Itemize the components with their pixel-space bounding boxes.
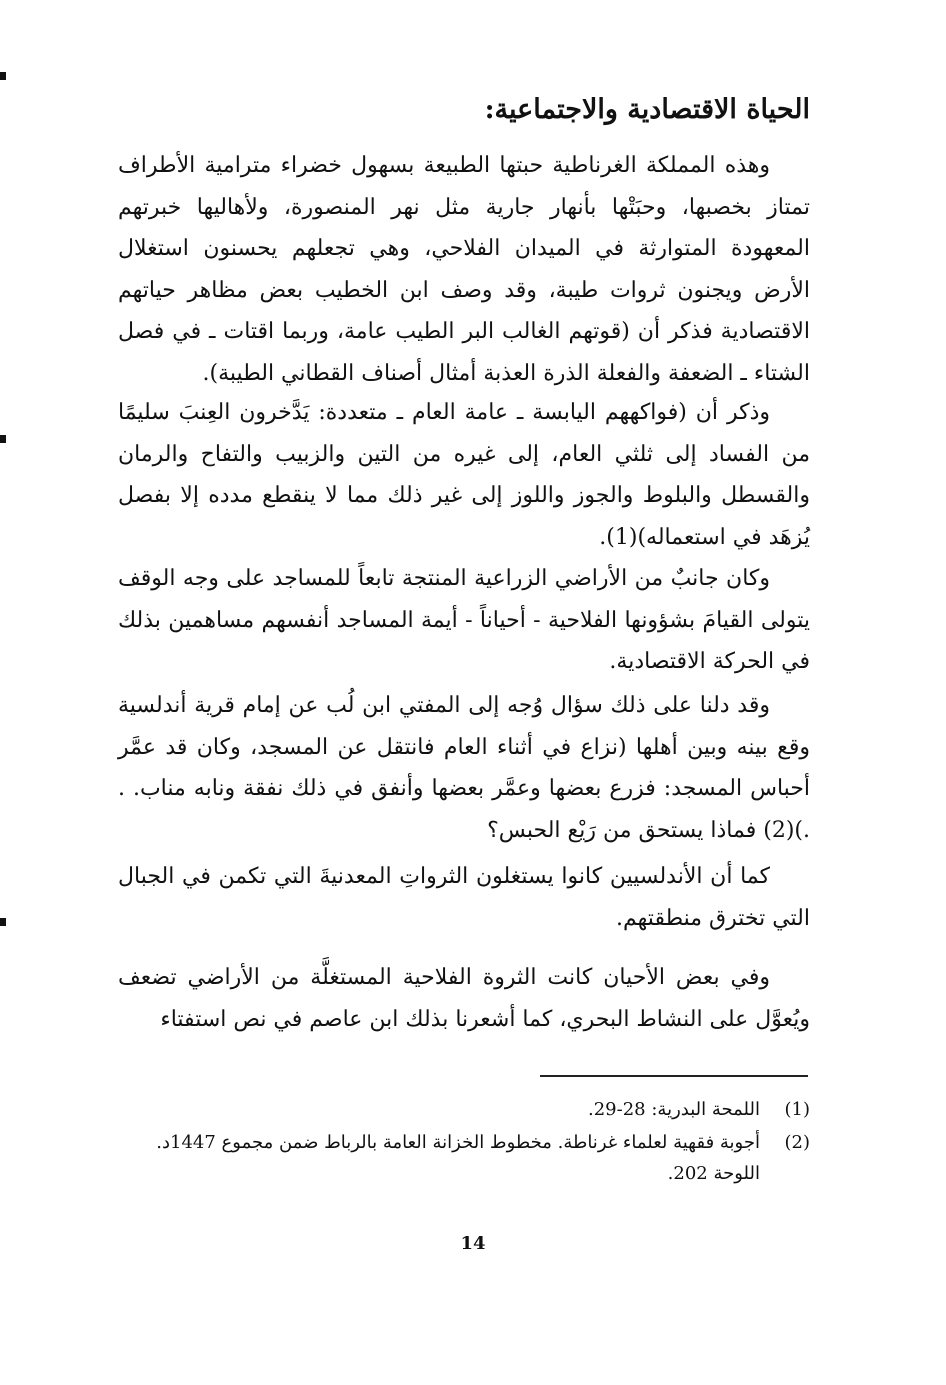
section-heading: الحياة الاقتصادية والاجتماعية: [484, 94, 810, 125]
footnote-text: اللمحة البدرية: 28-29. [588, 1099, 760, 1120]
footnote [118, 1094, 810, 1125]
paragraph-text: وذكر أن (فواكههم اليابسة ـ عامة العام ـ متعددة: يَدَّخرون العِنبَ سليمًا من الفساد إلى ثلثي العام، إلى غيره من التين والزبيب والتفاح والرمان والقسطل والبلوط والجوز واللوز إلى غير ذلك مما لا ينقطع مدده إلا بفصل يُزهَد في استعماله)(1). [118, 400, 810, 550]
scan-margin-mark [0, 435, 6, 443]
footnotes-section [118, 1094, 810, 1191]
body-paragraph [118, 145, 810, 394]
paragraph-text: وفي بعض الأحيان كانت الثروة الفلاحية المستغلَّة من الأراضي تضعف ويُعوَّل على النشاط البحري، كما أشعرنا بذلك ابن عاصم في نص استفتاء [118, 965, 810, 1032]
paragraph-text: وقد دلنا على ذلك سؤال وُجه إلى المفتي ابن لُب عن إمام قرية أندلسية وقع بينه وبين أهلها (نزاع في أثناء العام فانتقل عن المسجد، وكان قد عمَّر أحباس المسجد: فزرع بعضها وعمَّر بعضها وأنفق في ذلك نفقة ونابه مناب. . .)(2) فماذا يستحق من رَيْع الحبس؟ [118, 693, 810, 843]
scan-margin-mark [0, 72, 6, 80]
body-paragraph [118, 856, 810, 939]
footnote-number: (2) [784, 1132, 810, 1153]
body-paragraph [118, 685, 810, 851]
footnote-number: (1) [784, 1099, 810, 1120]
body-paragraph [118, 392, 810, 558]
footnote-text: أجوبة فقهية لعلماء غرناطة. مخطوط الخزانة العامة بالرباط ضمن مجموع 1447د. اللوحة 202. [156, 1132, 760, 1184]
body-paragraph [118, 957, 810, 1040]
paragraph-text: وهذه المملكة الغرناطية حبتها الطبيعة بسهول خضراء مترامية الأطراف تمتاز بخصبها، وحبَتْها بأنهار جارية مثل نهر المنصورة، ولأهاليها خبرتهم المعهودة المتوارثة في الميدان الفلاحي، وهي تجعلهم يحسنون استغلال الأرض ويجنون ثروات طيبة، وقد وصف ابن الخطيب بعض مظاهر حياتهم الاقتصادية فذكر أن (قوتهم الغالب البر الطيب عامة، وربما اقتات ـ في فصل الشتاء ـ الضعفة والفعلة الذرة العذبة أمثال أصناف القطاني الطيبة). [118, 153, 810, 386]
scan-margin-mark [0, 918, 6, 926]
paragraph-text: وكان جانبٌ من الأراضي الزراعية المنتجة تابعاً للمساجد على وجه الوقف يتولى القيامَ بشؤونها الفلاحية - أحياناً - أيمة المساجد أنفسهم مساهمين بذلك في الحركة الاقتصادية. [118, 566, 810, 674]
footnote [118, 1127, 810, 1189]
page-number: 14 [460, 1233, 486, 1254]
paragraph-text: كما أن الأندلسيين كانوا يستغلون الثرواتِ المعدنيةَ التي تكمن في الجبال التي تخترق منطقتهم. [118, 864, 810, 931]
body-paragraph [118, 558, 810, 683]
footnote-divider [540, 1075, 808, 1077]
